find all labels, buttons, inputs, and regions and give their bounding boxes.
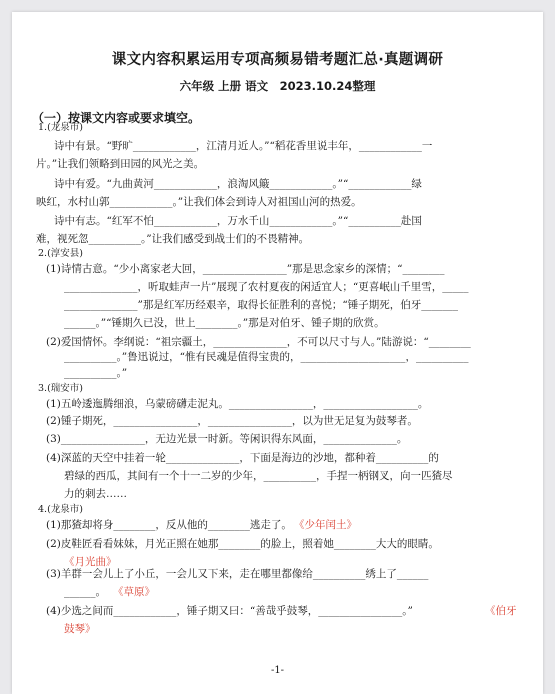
text-line: (3)羊群一会儿上了小丘，一会儿又下来，走在哪里都像给__________绣上了______ bbox=[46, 568, 429, 580]
source-citation: 《少年闰土》 bbox=[294, 519, 357, 531]
text-line: (1)诗情古意。“少小离家老大回，________________”那是思念家乡的深情；“________ bbox=[46, 263, 445, 275]
text-line: __________。”鲁迅说过，“惟有民魂是值得宝贵的，____________________，__________ bbox=[64, 351, 469, 363]
source-citation: 鼓琴》 bbox=[64, 623, 96, 635]
text-line: 难，视死忽__________。”让我们感受到战士们的不畏精神。 bbox=[36, 233, 310, 245]
text-line: (1)五岭逶迤腾细浪，乌蒙磅礴走泥丸。________________，__________________。 bbox=[46, 398, 429, 410]
page-number: -1- bbox=[270, 665, 285, 676]
page-title: 课文内容积累运用专项高频易错考题汇总·真题调研 bbox=[111, 52, 444, 68]
text-line: (2)爱国情怀。李纲说：“祖宗疆土，______________，不可以尺寸与人。”陆游说：“________ bbox=[46, 336, 471, 348]
source-citation: 《伯牙 bbox=[485, 605, 517, 617]
text-line: 1.(龙泉市) bbox=[38, 122, 83, 133]
text-line: 诗中有志。“红军不怕____________，万水千山____________。”“__________赴国 bbox=[54, 215, 422, 227]
text-line: 片。”让我们领略到田园的风光之美。 bbox=[36, 158, 205, 170]
page-subtitle: 六年级 上册 语文 2023.10.24整理 bbox=[179, 79, 376, 93]
text-line: ______。”“锤期久已没，世上________。”那是对伯牙、锺子期的欣赏。 bbox=[64, 317, 385, 329]
text-line: 2.(淳安县) bbox=[38, 248, 83, 259]
text-line: (2)锺子期死，________________，________________，以为世无足复为鼓琴者。 bbox=[46, 415, 418, 427]
text-line: ______________”那是红军历经艰辛，取得长征胜利的喜悦；“锤子期死，伯牙_______ bbox=[64, 299, 458, 311]
text-line: 诗中有爱。“九曲黄河____________，浪淘风簸____________。”“____________绿 bbox=[54, 178, 422, 190]
text-line: (4)深蓝的天空中挂着一轮______________，下面是海边的沙地，都种着__________的 bbox=[46, 452, 439, 464]
text-line: (4)少选之间而____________，锤子期又曰：“善哉乎鼓琴，________________。” bbox=[46, 605, 413, 617]
text-line: 诗中有景。“野旷____________，江清月近人。”“稻花香里说丰年，____________一 bbox=[54, 140, 433, 152]
text-line: ______。 bbox=[64, 586, 106, 598]
text-line: 力的刺去…… bbox=[64, 488, 127, 500]
source-citation: 《草原》 bbox=[113, 586, 155, 598]
text-line: 3.(瑞安市) bbox=[38, 383, 83, 394]
text-line: 映红，水村山郭____________。”让我们体会到诗人对祖国山河的热爱。 bbox=[36, 196, 362, 208]
text-line: __________。” bbox=[64, 367, 128, 379]
text-line: (1)那猹却将身________，反从他的________逃走了。 bbox=[46, 519, 292, 531]
text-line: (3)________________，无边光景一时新。等闲识得东风面，______________。 bbox=[46, 433, 408, 445]
document-page bbox=[12, 12, 543, 694]
text-line: 4.(龙泉市) bbox=[38, 504, 83, 515]
text-line: ______________，听取蛙声一片”展现了农村夏夜的闲适宜人；“更喜岷山千里雪，_____ bbox=[64, 281, 469, 293]
section-heading: （一）按课文内容或要求填空。 bbox=[32, 111, 201, 125]
text-line: (2)皮鞋匠看看妹妹，月光正照在她那________的脸上，照着她________大大的眼睛。 bbox=[46, 538, 439, 550]
source-citation: 《月光曲》 bbox=[64, 556, 117, 568]
text-line: 碧绿的西瓜，其间有一个十一二岁的少年，__________，手捏一柄钢叉，向一匹猹尽 bbox=[64, 470, 453, 482]
